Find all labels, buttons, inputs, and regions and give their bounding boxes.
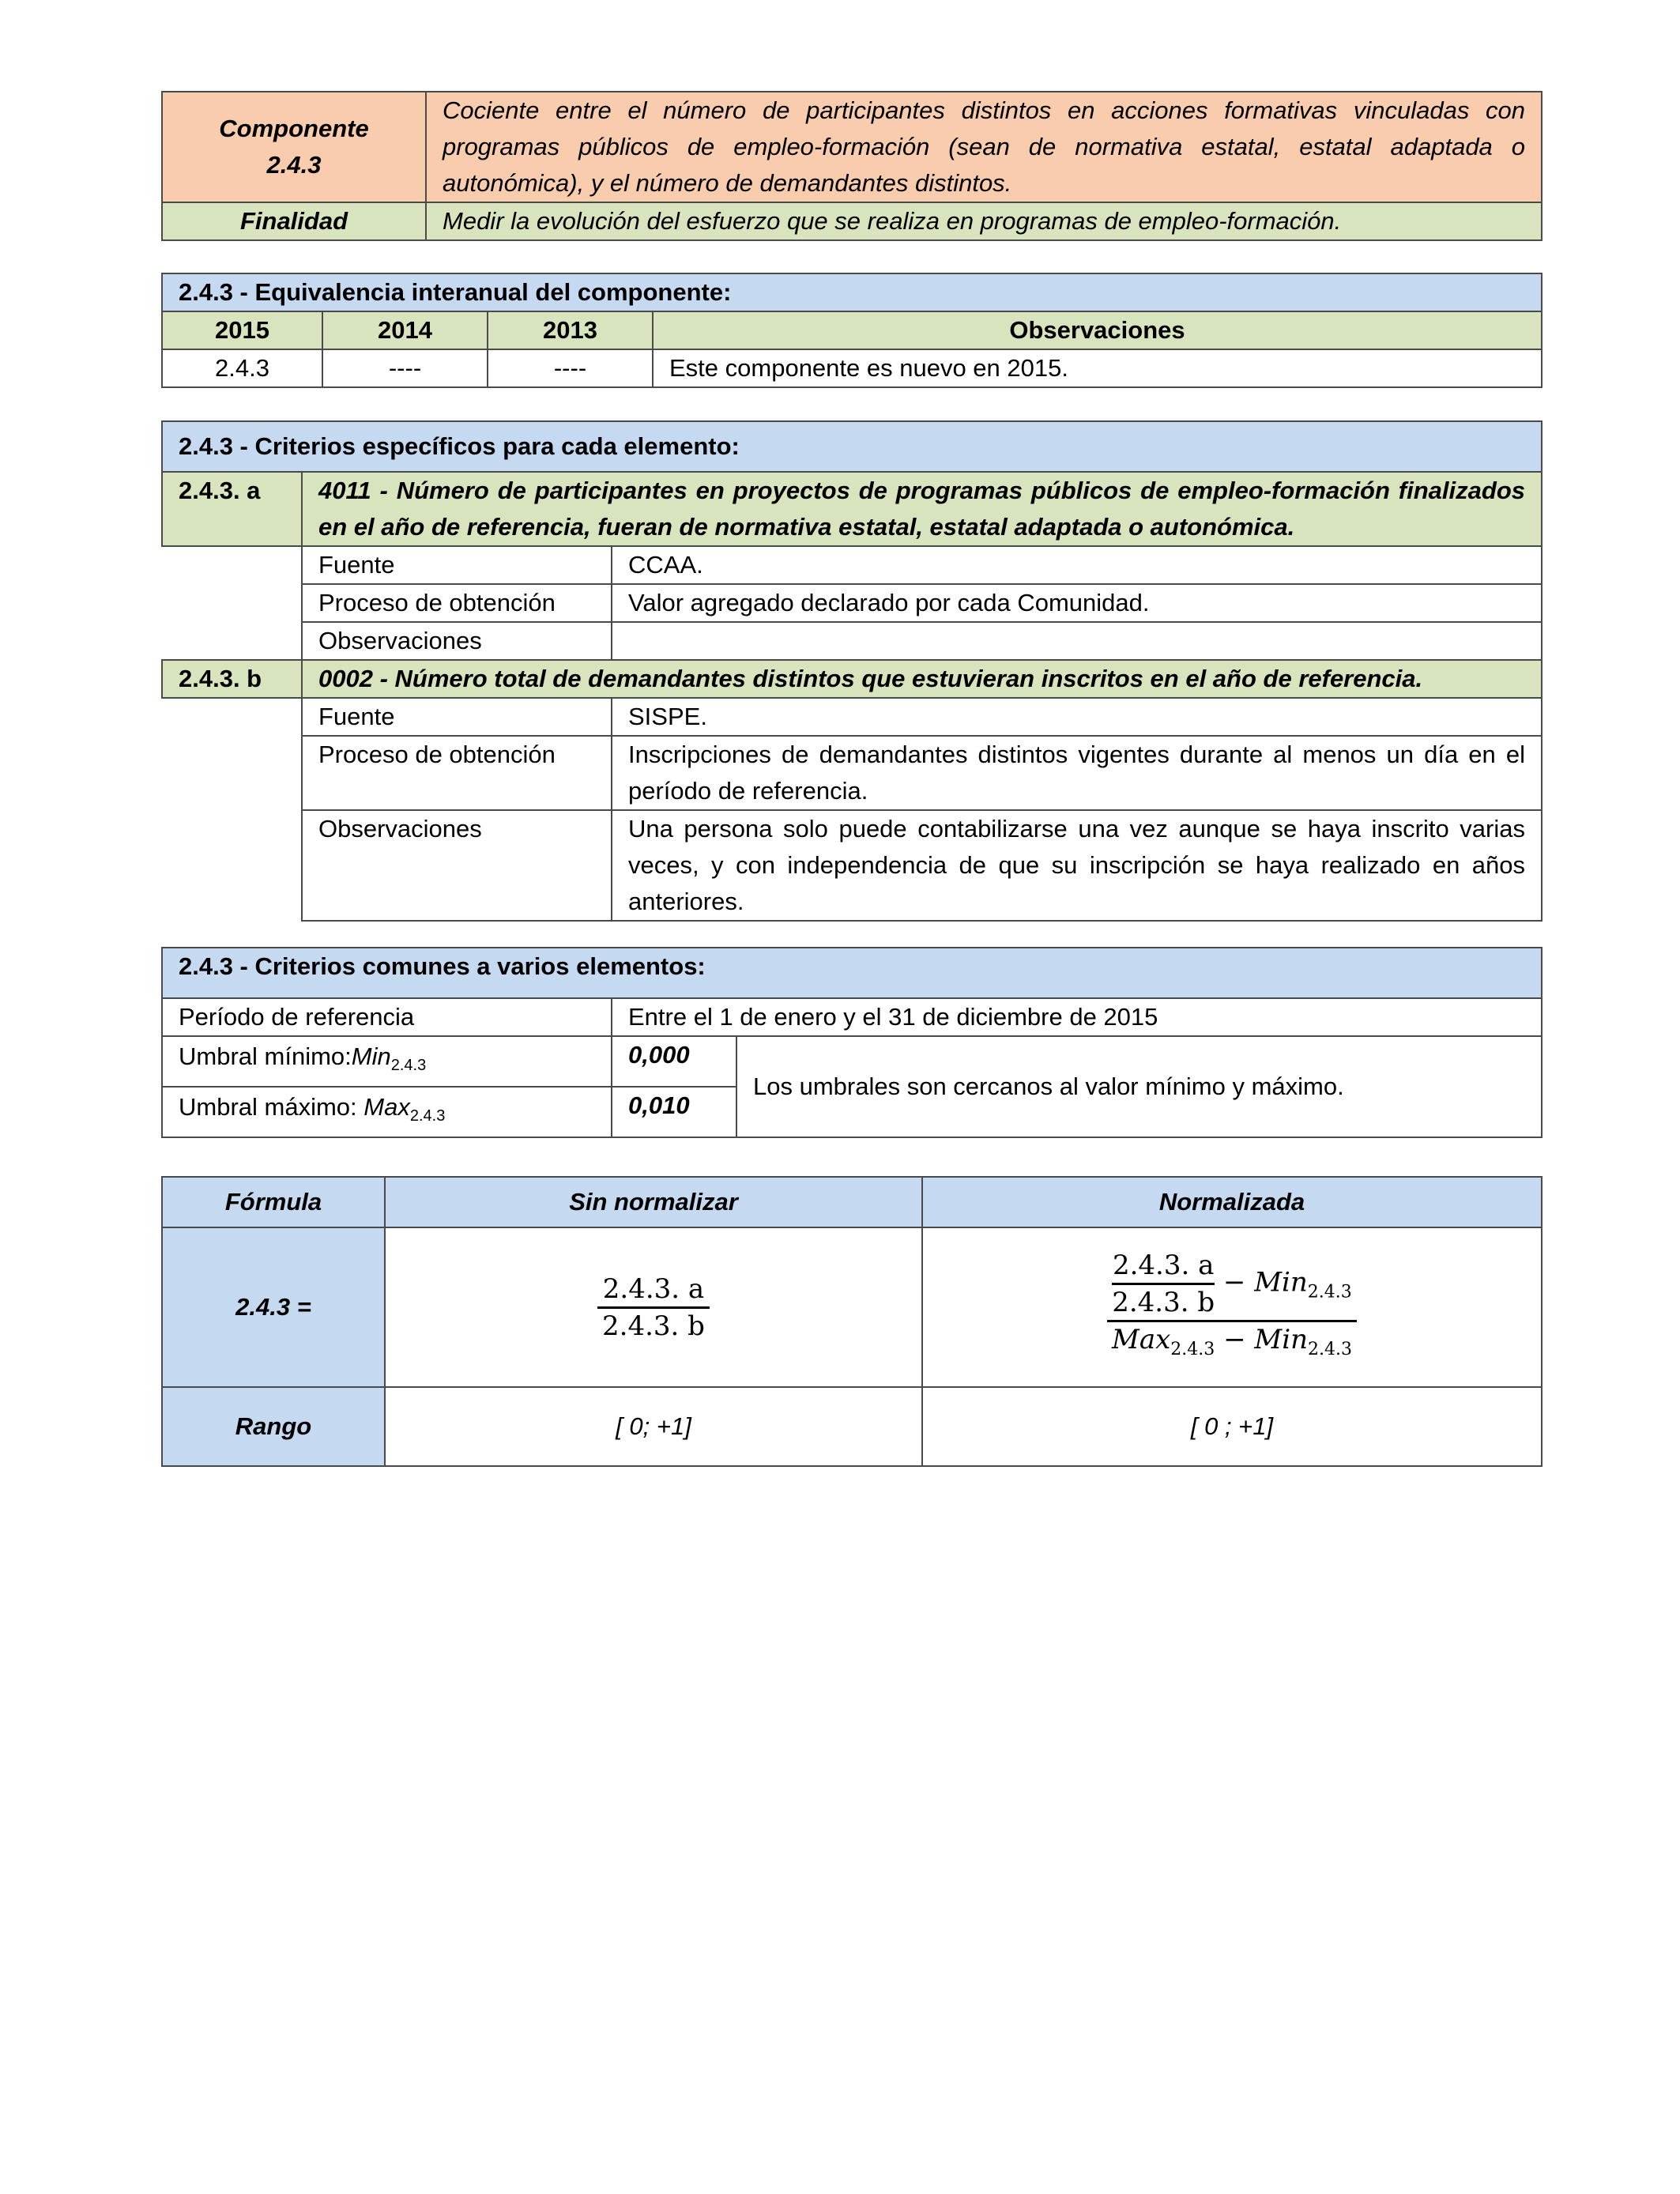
sin-normalizar-header: Sin normalizar [385,1177,922,1227]
element-b-title: 0002 - Número total de demandantes distintos que estuvieran inscritos en el año de referencia. [302,660,1542,698]
equiv-header: Observaciones [653,311,1542,349]
equiv-header: 2015 [162,311,322,349]
normalizada-header: Normalizada [922,1177,1542,1227]
periodo-value: Entre el 1 de enero y el 31 de diciembre de 2015 [612,998,1542,1036]
row-label: Fuente [302,698,612,736]
criteria-table [161,420,1543,922]
fraction: $\frac{2.4.3. a}{2.4.3. b}$ − Min$_{2.4.3}$ Max$_{2.4.3}$ − Min$_{2.4.3}$ [1107,1248,1357,1367]
rango-sin-normalizar: [ 0; +1] [385,1387,922,1466]
min-threshold-label: Umbral mínimo:Min$_{2.4.3}$ [162,1036,612,1087]
max-threshold-label: Umbral máximo: Max$_{2.4.3}$ [162,1087,612,1137]
rango-label: Rango [162,1387,385,1466]
component-description: Cociente entre el número de participantes distintos en acciones formativas vinculadas con programas públicos de empleo-formación (sean de normativa estatal, estatal adaptada o autonómica), y el número de demandantes distintos. [426,92,1542,202]
equivalence-title: 2.4.3 - Equivalencia interanual del componente: [162,273,1542,311]
row-value [612,622,1542,660]
formula-sin-normalizar [385,1227,922,1387]
row-label: Proceso de obtención [302,584,612,622]
row-label: Observaciones [302,810,612,921]
row-value: Inscripciones de demandantes distintos vigentes durante al menos un día en el período de referencia. [612,736,1542,810]
common-title: 2.4.3 - Criterios comunes a varios elementos: [162,948,1542,998]
element-a-title: 4011 - Número de participantes en proyectos de programas públicos de empleo-formación finalizados en el año de referencia, fueran de normativa estatal, estatal adaptada o autonómica. [302,472,1542,546]
element-b-id: 2.4.3. b [162,660,302,698]
equiv-cell: ---- [322,349,488,387]
formula-normalizada [922,1227,1542,1387]
row-label: Proceso de obtención [302,736,612,810]
equiv-header: 2014 [322,311,488,349]
row-value: SISPE. [612,698,1542,736]
max-threshold-value: 0,010 [612,1087,736,1137]
equiv-cell: Este componente es nuevo en 2015. [653,349,1542,387]
formula-table [161,1176,1543,1467]
equiv-header: 2013 [488,311,653,349]
finalidad-label: Finalidad [162,202,426,240]
criteria-title: 2.4.3 - Criterios específicos para cada elemento: [162,421,1542,472]
formula-header: Fórmula [162,1177,385,1227]
common-criteria-table [161,947,1543,1138]
row-label: Observaciones [302,622,612,660]
component-label: Componente 2.4.3 [162,92,426,202]
row-value: Una persona solo puede contabilizarse una vez aunque se haya inscrito varias veces, y con independencia de que su inscripción se haya realizado en años anteriores. [612,810,1542,921]
row-label: Fuente [302,546,612,584]
spacer [162,698,302,921]
row-value: Valor agregado declarado por cada Comunidad. [612,584,1542,622]
equivalence-table [161,273,1543,388]
fraction: $\frac{2.4.3. a}{2.4.3. b}$ [597,1272,710,1344]
min-threshold-value: 0,000 [612,1036,736,1087]
equiv-cell: ---- [488,349,653,387]
formula-row-label: 2.4.3 = [162,1227,385,1387]
equiv-cell: 2.4.3 [162,349,322,387]
finalidad-text: Medir la evolución del esfuerzo que se realiza en programas de empleo-formación. [426,202,1542,240]
row-value: CCAA. [612,546,1542,584]
rango-normalizada: [ 0 ; +1] [922,1387,1542,1466]
element-a-id: 2.4.3. a [162,472,302,546]
periodo-label: Período de referencia [162,998,612,1036]
component-table [161,91,1543,241]
spacer [162,546,302,660]
threshold-note: Los umbrales son cercanos al valor mínimo y máximo. [736,1036,1542,1137]
